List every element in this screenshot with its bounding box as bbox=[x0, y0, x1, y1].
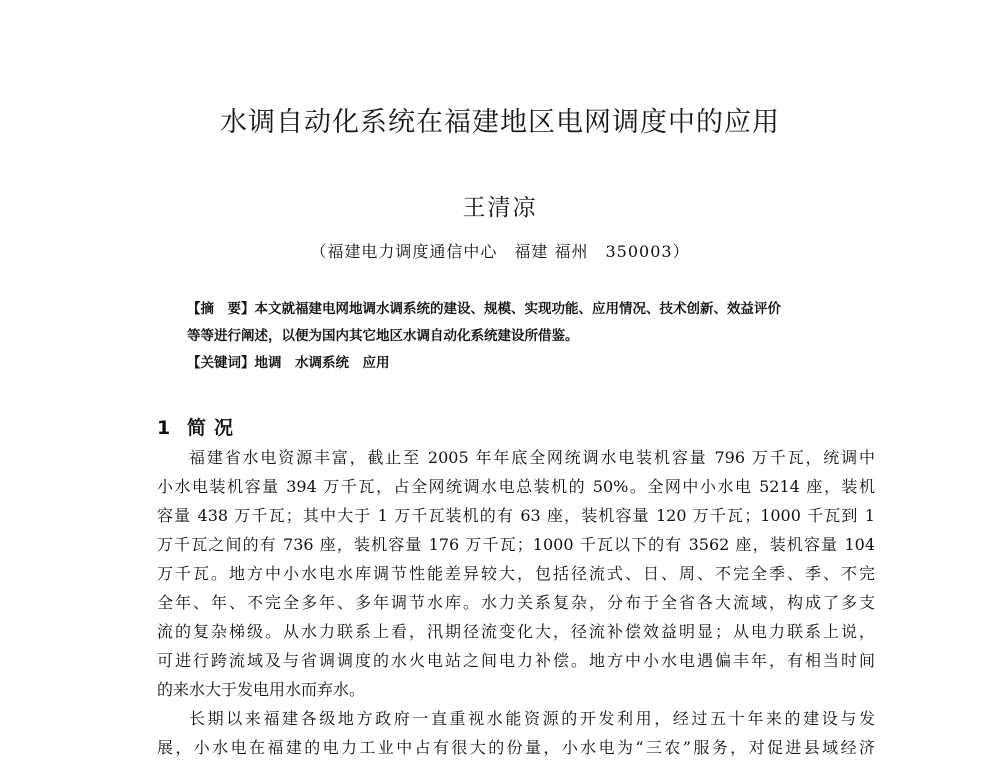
abstract-text-2: 等等进行阐述，以便为国内其它地区水调自动化系统建设所借鉴。 bbox=[187, 328, 579, 344]
section-1-body bbox=[157, 443, 875, 762]
section-1-title: 简况 bbox=[187, 417, 242, 439]
author-affiliation: （福建电力调度通信中心 福建 福州 350003） bbox=[310, 242, 690, 261]
section-1-heading bbox=[157, 414, 241, 442]
body-line: 全年、年、不完全多年、多年调节水库。水力关系复杂，分布于全省各大流域，构成了多支 bbox=[157, 593, 875, 612]
author-name: 王清凉 bbox=[462, 195, 538, 221]
abstract-label: 【摘 要】 bbox=[187, 301, 255, 317]
section-1-number: 1 bbox=[157, 417, 171, 439]
body-line: 小水电装机容量 394 万千瓦，占全网统调水电总装机的 50%。全网中小水电 5214 座，装机 bbox=[157, 477, 875, 496]
abstract-block bbox=[187, 296, 877, 377]
body-line: 福建省水电资源丰富，截止至 2005 年年底全网统调水电装机容量 796 万千瓦，统调中 bbox=[189, 448, 875, 467]
keywords-line bbox=[187, 350, 877, 377]
body-line: 流的复杂梯级。从水力联系上看，汛期径流变化大，径流补偿效益明显；从电力联系上说， bbox=[157, 622, 875, 641]
body-line: 展，小水电在福建的电力工业中占有很大的份量，小水电为“三农”服务，对促进县域经济 bbox=[157, 738, 875, 757]
paper-title: 水调自动化系统在福建地区电网调度中的应用 bbox=[220, 107, 780, 138]
body-line: 长期以来福建各级地方政府一直重视水能资源的开发利用，经过五十年来的建设与发 bbox=[189, 709, 875, 728]
body-line: 容量 438 万千瓦；其中大于 1 万千瓦装机的有 63 座，装机容量 120 万千瓦；1000 千瓦到 1 bbox=[157, 506, 875, 525]
body-line: 的来水大于发电用水而弃水。 bbox=[157, 680, 366, 699]
body-line: 可进行跨流域及与省调调度的水火电站之间电力补偿。地方中小水电遇偏丰年，有相当时间 bbox=[157, 651, 875, 670]
body-line: 万千瓦之间的有 736 座，装机容量 176 万千瓦；1000 千瓦以下的有 3562 座，装机容量 104 bbox=[157, 535, 875, 554]
keywords-text: 地调 水调系统 应用 bbox=[254, 355, 390, 371]
keywords-label: 【关键词】 bbox=[187, 355, 255, 371]
body-line: 万千瓦。地方中小水电水库调节性能差异较大，包括径流式、日、周、不完全季、季、不完 bbox=[157, 564, 875, 583]
abstract-line-1 bbox=[187, 296, 877, 323]
abstract-line-2 bbox=[187, 323, 877, 350]
abstract-text-1: 本文就福建电网地调水调系统的建设、规模、实现功能、应用情况、技术创新、效益评价 bbox=[254, 301, 781, 317]
